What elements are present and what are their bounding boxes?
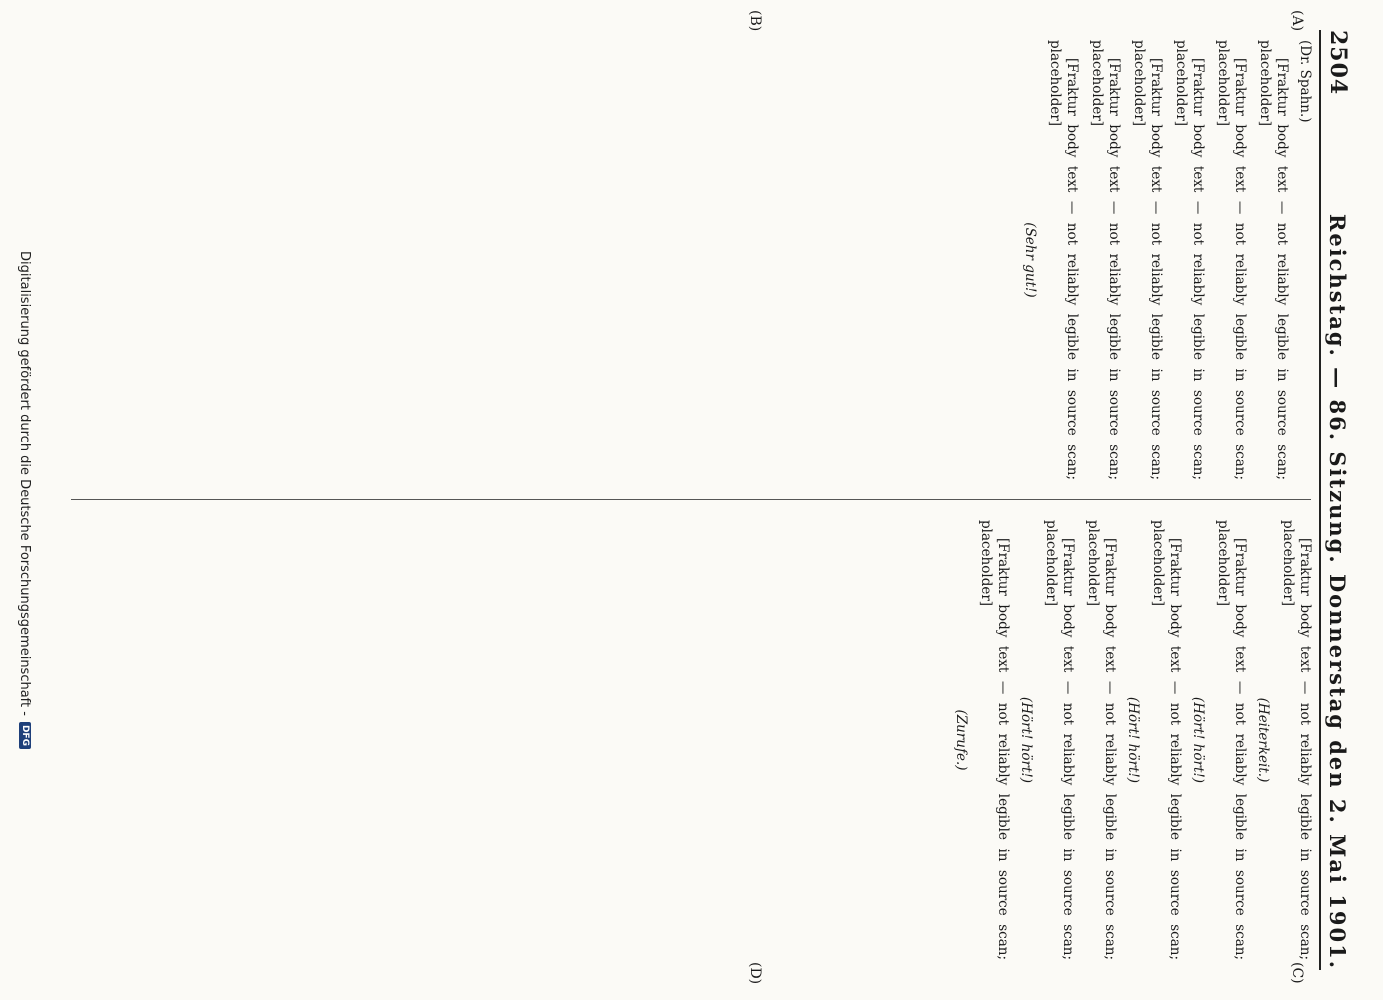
interjection: (Hört! hört!) — [1125, 696, 1141, 784]
margin-marker-d: (D) — [747, 962, 763, 985]
paragraph: [Fraktur body text — not reliably legible in source scan; placeholder] — [1085, 520, 1118, 960]
paragraph: [Fraktur body text — not reliably legible in source scan; placeholder] — [1150, 520, 1183, 960]
paragraph: [Fraktur body text — not reliably legible in source scan; placeholder] — [1043, 520, 1076, 960]
column-divider — [71, 499, 1311, 500]
interjection: (Sehr gut!) — [1022, 222, 1038, 298]
margin-marker-b: (B) — [747, 10, 763, 32]
paragraph: [Fraktur body text — not reliably legible in source scan; placeholder] — [1280, 520, 1313, 960]
paragraph: [Fraktur body text — not reliably legible in source scan; placeholder] — [1131, 40, 1164, 480]
page-number: 2504 — [1325, 30, 1351, 96]
margin-marker-c: (C) — [1289, 962, 1305, 984]
paragraph: [Fraktur body text — not reliably legible in source scan; placeholder] — [1215, 40, 1248, 480]
interjection: (Hört! hört!) — [1018, 696, 1034, 784]
header-rule — [1319, 30, 1321, 970]
interjection: (Heiterkeit.) — [1255, 697, 1271, 783]
paragraph: [Fraktur body text — not reliably legible in source scan; placeholder] — [1257, 40, 1290, 480]
margin-marker-a: (A) — [1289, 10, 1305, 32]
paragraph: [Fraktur body text — not reliably legible in source scan; placeholder] — [978, 520, 1011, 960]
page-title: Reichstag. — 86. Sitzung. Donnerstag den 2. Mai 1901. — [1325, 213, 1350, 970]
paragraph: [Fraktur body text — not reliably legible in source scan; placeholder] — [1047, 40, 1080, 480]
speaker-label: (Dr. Spahn.) — [1297, 40, 1313, 123]
footer-text: Digitalisierung gefördert durch die Deutsche Forschungsgemeinschaft - — [17, 251, 33, 716]
paragraph: [Fraktur body text — not reliably legible in source scan; placeholder] — [1173, 40, 1206, 480]
interjection: (Hört! hört!) — [1190, 696, 1206, 784]
paragraph: [Fraktur body text — not reliably legible in source scan; placeholder] — [1089, 40, 1122, 480]
paragraph: [Fraktur body text — not reliably legible in source scan; placeholder] — [1215, 520, 1248, 960]
page-header — [1325, 30, 1365, 970]
right-column — [73, 520, 1313, 960]
left-column — [73, 40, 1313, 480]
dfg-logo-icon: DFG — [19, 722, 31, 749]
interjection: (Zurufe.) — [953, 709, 969, 771]
digitization-footer — [14, 0, 36, 1000]
